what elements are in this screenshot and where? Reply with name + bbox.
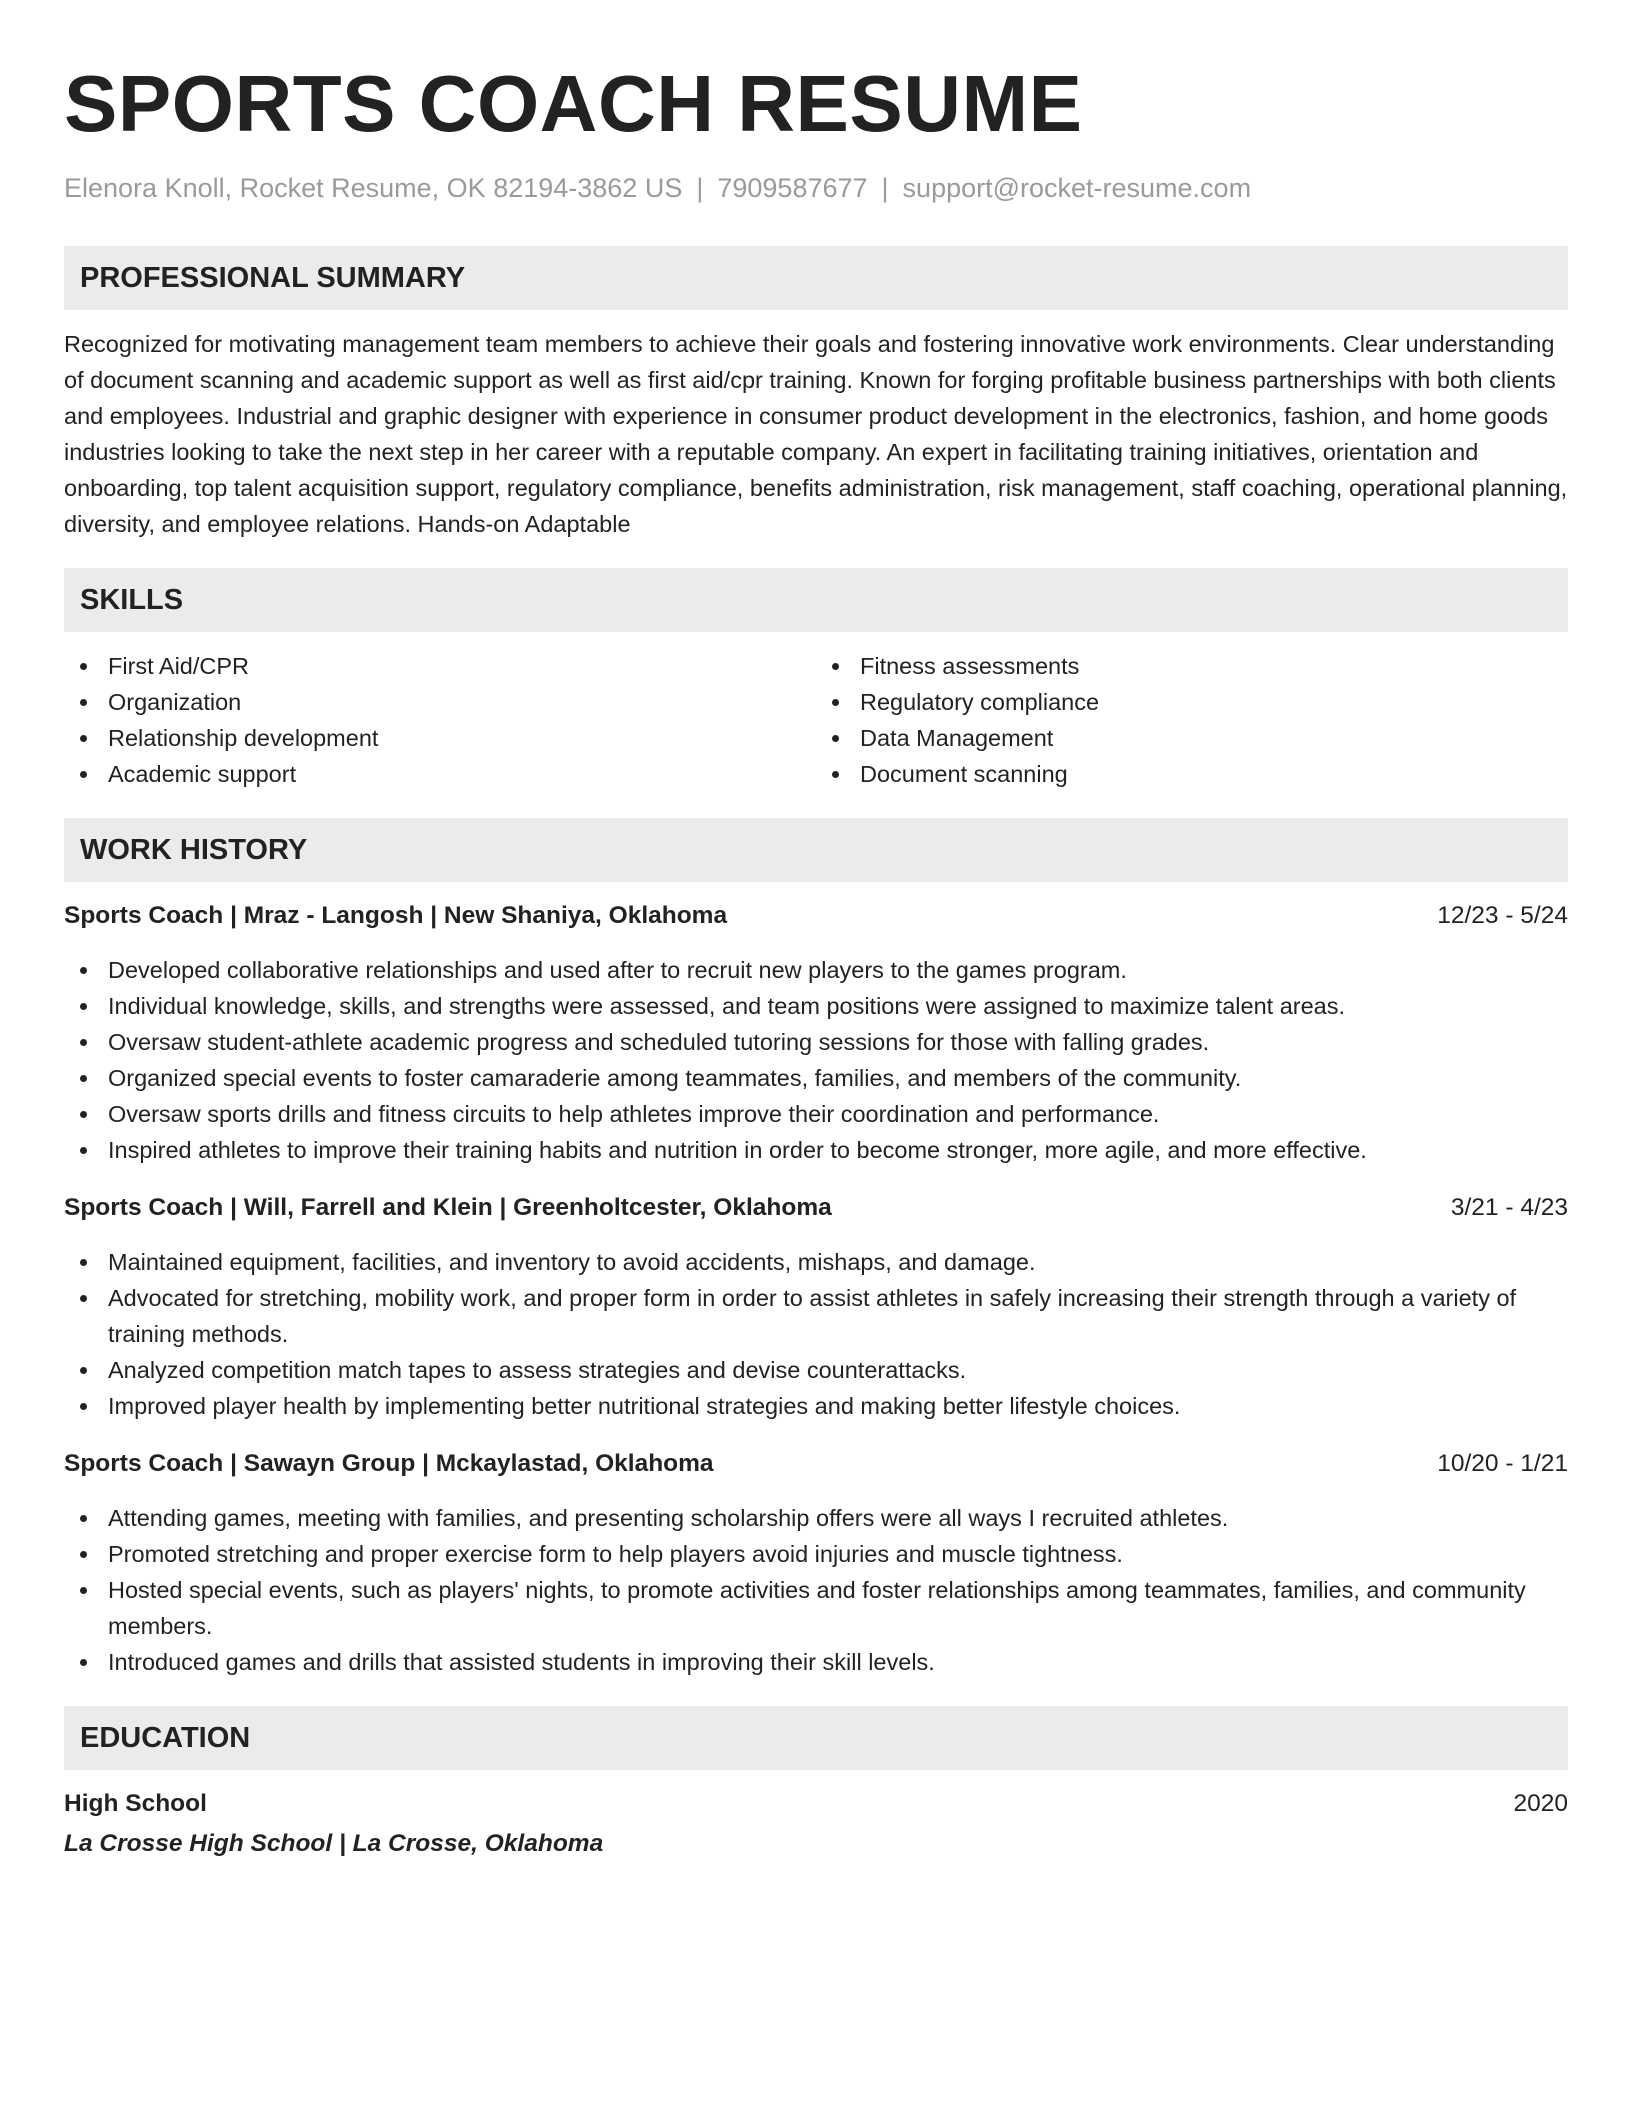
skill-item: Organization: [64, 684, 816, 720]
job-bullet: Introduced games and drills that assisted students in improving their skill levels.: [64, 1644, 1568, 1680]
job-bullet: Analyzed competition match tapes to assess strategies and devise counterattacks.: [64, 1352, 1568, 1388]
skill-item: Relationship development: [64, 720, 816, 756]
contact-address: Elenora Knoll, Rocket Resume, OK 82194-3862 US: [64, 173, 683, 203]
job-bullet: Improved player health by implementing better nutritional strategies and making better lifestyle choices.: [64, 1388, 1568, 1424]
job-bullet: Attending games, meeting with families, and presenting scholarship offers were all ways I recruited athletes.: [64, 1500, 1568, 1536]
skill-item: Data Management: [816, 720, 1568, 756]
job-entry: [64, 1190, 1568, 1424]
job-bullet: Organized special events to foster camaraderie among teammates, families, and members of the community.: [64, 1060, 1568, 1096]
skill-item: Document scanning: [816, 756, 1568, 792]
job-bullet: Promoted stretching and proper exercise form to help players avoid injuries and muscle tightness.: [64, 1536, 1568, 1572]
education-heading: EDUCATION: [64, 1706, 1568, 1770]
skill-item: First Aid/CPR: [64, 648, 816, 684]
education-year: 2020: [1513, 1790, 1568, 1817]
job-header: [64, 1446, 1568, 1482]
skill-item: Fitness assessments: [816, 648, 1568, 684]
job-bullet: Oversaw student-athlete academic progress and scheduled tutoring sessions for those with falling grades.: [64, 1024, 1568, 1060]
job-dates: 10/20 - 1/21: [1437, 1450, 1568, 1477]
job-entry: [64, 898, 1568, 1168]
education-entry: [64, 1786, 1568, 1862]
job-bullets: [64, 1244, 1568, 1424]
contact-separator: |: [881, 173, 889, 203]
job-bullet: Maintained equipment, facilities, and inventory to avoid accidents, mishaps, and damage.: [64, 1244, 1568, 1280]
job-bullet: Advocated for stretching, mobility work, and proper form in order to assist athletes in safely increasing their strength through a variety of training methods.: [64, 1280, 1568, 1352]
education-header: [64, 1786, 1568, 1822]
job-bullet: Individual knowledge, skills, and strengths were assessed, and team positions were assigned to maximize talent areas.: [64, 988, 1568, 1024]
job-dates: 3/21 - 4/23: [1450, 1194, 1568, 1221]
page-title: SPORTS COACH RESUME: [64, 59, 1083, 148]
skill-item: Regulatory compliance: [816, 684, 1568, 720]
job-bullets: [64, 1500, 1568, 1680]
skills-column-right: [816, 648, 1568, 792]
job-title: Sports Coach | Will, Farrell and Klein | Greenholtcester, Oklahoma: [64, 1194, 832, 1221]
skill-item: Academic support: [64, 756, 816, 792]
skills-grid: [64, 648, 1568, 792]
job-header: [64, 898, 1568, 934]
work-history-heading: WORK HISTORY: [64, 818, 1568, 882]
contact-phone: 7909587677: [717, 173, 868, 203]
job-title: Sports Coach | Mraz - Langosh | New Shaniya, Oklahoma: [64, 902, 728, 929]
education-degree: High School: [64, 1790, 207, 1817]
skills-heading: SKILLS: [64, 568, 1568, 632]
skills-column-left: [64, 648, 816, 792]
job-bullets: [64, 952, 1568, 1168]
job-entry: [64, 1446, 1568, 1680]
summary-heading: PROFESSIONAL SUMMARY: [64, 246, 1568, 310]
summary-text: Recognized for motivating management team members to achieve their goals and fostering innovative work environments. Clear understanding of document scanning and academic support as well as first aid/cpr training. Known for forging profitable business partnerships with both clients and employees. Industrial and graphic designer with experience in consumer product development in the electronics, fashion, and home goods industries looking to take the next step in her career with a reputable company. An expert in facilitating training initiatives, orientation and onboarding, top talent acquisition support, regulatory compliance, benefits administration, risk management, staff coaching, operational planning, diversity, and employee relations. Hands-on Adaptable: [64, 331, 1568, 537]
contact-email: support@rocket-resume.com: [902, 173, 1252, 203]
contact-separator: |: [696, 173, 704, 203]
job-title: Sports Coach | Sawayn Group | Mckaylastad, Oklahoma: [64, 1450, 714, 1477]
job-header: [64, 1190, 1568, 1226]
job-bullet: Inspired athletes to improve their training habits and nutrition in order to become stronger, more agile, and more effective.: [64, 1132, 1568, 1168]
job-bullet: Oversaw sports drills and fitness circuits to help athletes improve their coordination and performance.: [64, 1096, 1568, 1132]
job-bullet: Developed collaborative relationships and used after to recruit new players to the games program.: [64, 952, 1568, 988]
contact-line: [64, 170, 1568, 206]
education-school: La Crosse High School | La Crosse, Oklahoma: [64, 1830, 604, 1857]
job-bullet: Hosted special events, such as players' nights, to promote activities and foster relationships among teammates, families, and community members.: [64, 1572, 1568, 1644]
job-dates: 12/23 - 5/24: [1437, 902, 1568, 929]
